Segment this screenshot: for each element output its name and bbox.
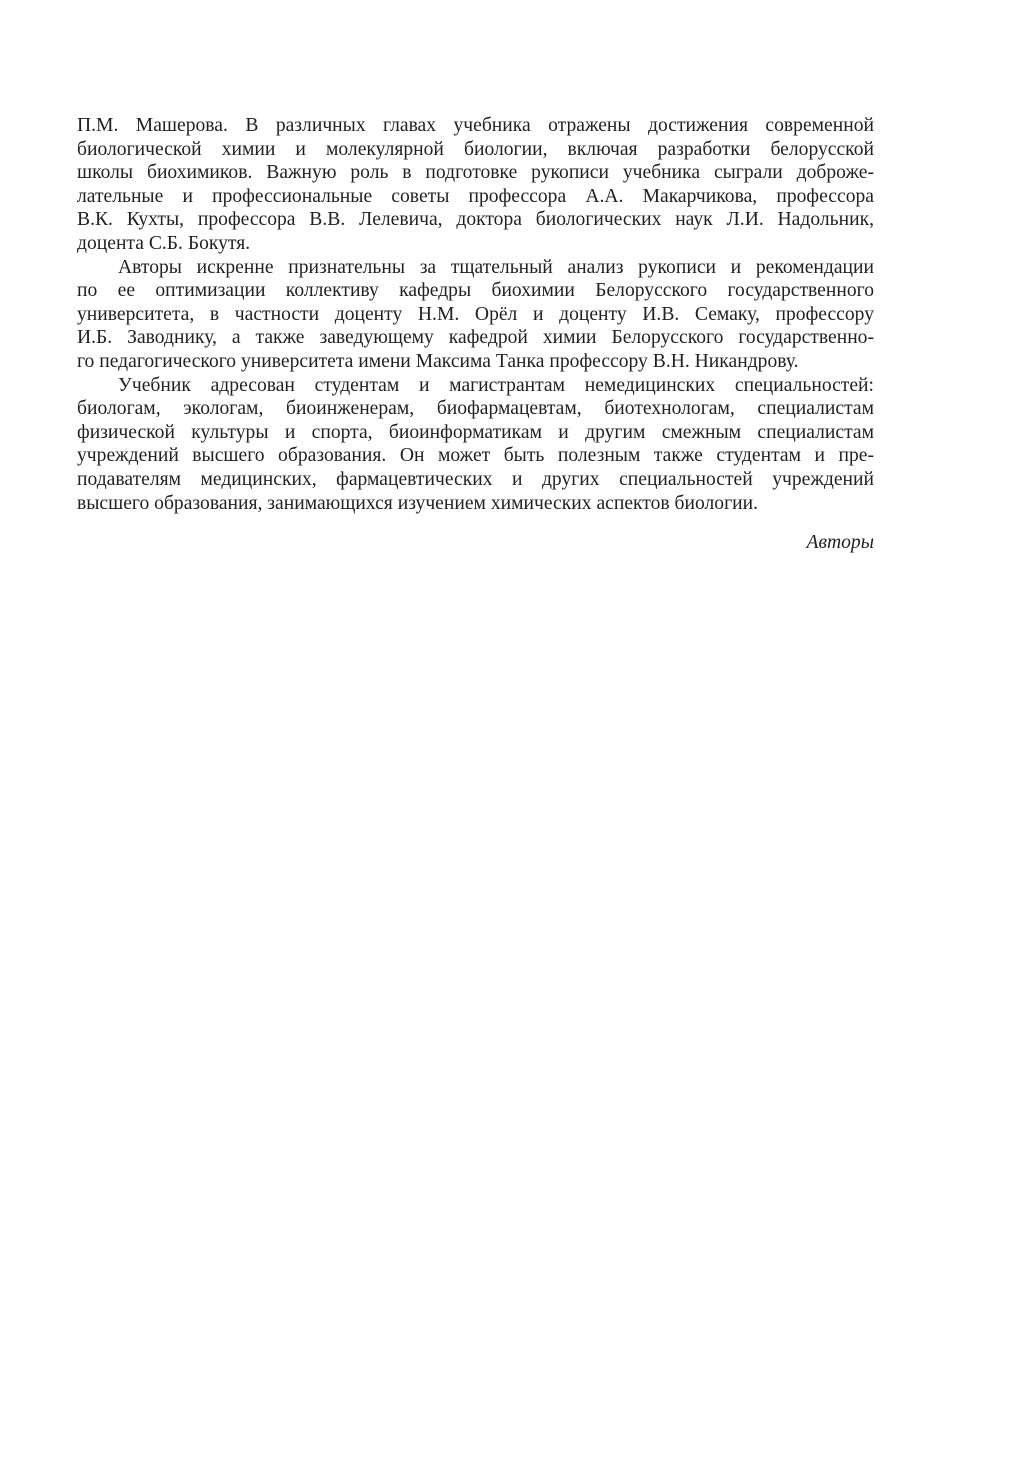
text-line: В.К. Кухты, профессора В.В. Лелевича, доктора биологических наук Л.И. Надольник, bbox=[77, 209, 874, 231]
paragraph-acknowledgements-2 bbox=[77, 256, 874, 374]
document-page bbox=[77, 114, 874, 555]
text-line: П.М. Машерова. В различных главах учебника отражены достижения современной bbox=[77, 115, 874, 136]
text-line: биологам, экологам, биоинженерам, биофармацевтам, биотехнологам, специалистам bbox=[77, 398, 874, 420]
text-line: по ее оптимизации коллективу кафедры биохимии Белорусского государственного bbox=[77, 280, 874, 302]
text-line: подавателям медицинских, фармацевтических и других специальностей учреждений bbox=[77, 468, 874, 490]
text-line: лательные и профессиональные советы профессора А.А. Макарчикова, профессора bbox=[77, 185, 874, 207]
text-line: И.Б. Заводнику, а также заведующему кафедрой химии Белорусского государственно- bbox=[77, 327, 874, 349]
text-line: школы биохимиков. Важную роль в подготовке рукописи учебника сыграли доброже- bbox=[77, 162, 874, 184]
text-line: Учебник адресован студентам и магистрантам немедицинских специальностей: bbox=[118, 374, 874, 396]
paragraph-audience bbox=[77, 374, 874, 516]
text-line: физической культуры и спорта, биоинформатикам и другим смежным специалистам bbox=[77, 421, 874, 443]
text-line: биологической химии и молекулярной биологии, включая разработки белорусской bbox=[77, 138, 874, 160]
text-line: го педагогического университета имени Максима Танка профессору В.Н. Никандрову. bbox=[77, 350, 799, 372]
text-line: университета, в частности доценту Н.М. Орёл и доценту И.В. Семаку, профессору bbox=[77, 303, 874, 325]
text-line: Авторы искренне признательны за тщательный анализ рукописи и рекомендации bbox=[118, 256, 874, 278]
text-line: доцента С.Б. Бокутя. bbox=[77, 232, 251, 254]
text-line: учреждений высшего образования. Он может быть полезным также студентам и пре- bbox=[77, 445, 874, 467]
paragraph-acknowledgements-1 bbox=[77, 114, 874, 256]
signature-authors: Авторы bbox=[806, 532, 874, 554]
text-line: высшего образования, занимающихся изучением химических аспектов биологии. bbox=[77, 492, 759, 514]
